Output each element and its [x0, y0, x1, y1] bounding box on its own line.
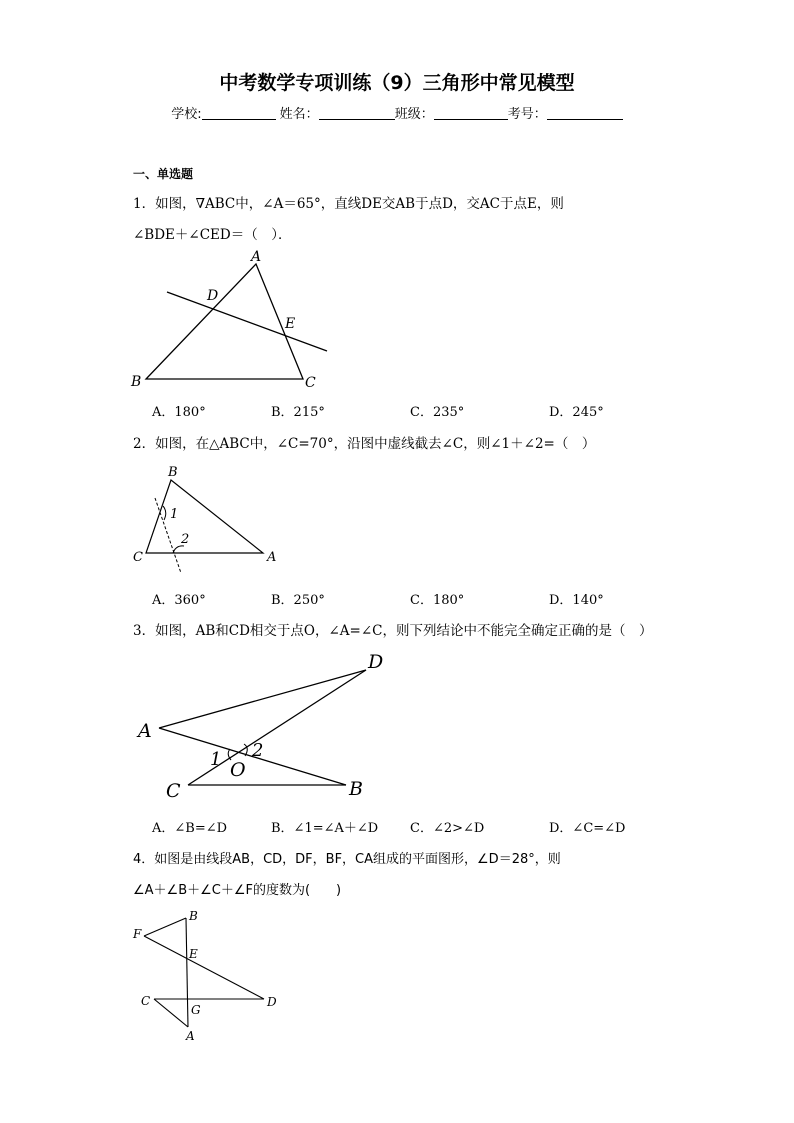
label-b: B	[131, 374, 142, 390]
label-c-2: C	[133, 550, 143, 565]
q3-option-a[interactable]: A．∠B=∠D	[152, 821, 228, 836]
q1-option-c[interactable]: C．235°	[410, 405, 465, 420]
label-2: 2	[181, 532, 190, 547]
question-2-text: 2．如图，在△ABC中，∠C=70°，沿图中虚线截去∠C，则∠1＋∠2=（ ）	[133, 436, 596, 452]
q1-option-d[interactable]: D．245°	[549, 405, 604, 420]
label-a-2: A	[267, 550, 277, 565]
q1-option-a[interactable]: A．180°	[152, 405, 206, 420]
number-label: 考号：	[507, 107, 547, 122]
label-c-4: C	[141, 994, 151, 1008]
q3-option-d[interactable]: D．∠C=∠D	[549, 821, 626, 836]
q2-option-b[interactable]: B．250°	[271, 593, 325, 608]
q2-option-c[interactable]: C．180°	[410, 593, 465, 608]
label-1: 1	[170, 507, 179, 522]
section-heading: 一、单选题	[133, 167, 194, 181]
page-title: 中考数学专项训练（9）三角形中常见模型	[219, 72, 575, 94]
class-label: 班级：	[394, 107, 434, 122]
label-a: A	[251, 249, 262, 265]
label-a-3: A	[138, 720, 152, 742]
label-b-2: B	[168, 465, 178, 480]
label-e: E	[285, 316, 296, 332]
label-1-3: 1	[210, 749, 222, 770]
label-g-4: G	[191, 1003, 201, 1017]
segment-ca	[154, 999, 188, 1027]
question-1-text: 1．如图，∇ABC中，∠A＝65°，直线DE交AB于点D，交AC于点E，则	[133, 196, 564, 212]
label-2-3: 2	[252, 740, 264, 761]
label-a-4: A	[186, 1029, 195, 1043]
label-o: O	[230, 759, 246, 781]
q3-option-b[interactable]: B．∠1=∠A＋∠D	[271, 821, 379, 836]
label-d-4: D	[267, 995, 277, 1009]
label-d: D	[207, 288, 219, 304]
label-c-3: C	[166, 780, 181, 802]
q2-option-a[interactable]: A．360°	[152, 593, 206, 608]
question-4-text: 4．如图是由线段AB，CD，DF，BF，CA组成的平面图形，∠D＝28°，则	[133, 852, 561, 867]
question-1-text-cont: ∠BDE＋∠CED＝（ ）．	[133, 227, 292, 243]
label-d-3: D	[368, 651, 384, 673]
q1-option-b[interactable]: B．215°	[271, 405, 325, 420]
segment-ab-4	[186, 918, 188, 1027]
q2-option-d[interactable]: D．140°	[549, 593, 604, 608]
label-e-4: E	[189, 947, 198, 961]
question-4-text-cont: ∠A＋∠B＋∠C＋∠F的度数为( )	[133, 883, 342, 898]
question-3-text: 3．如图，AB和CD相交于点O，∠A=∠C，则下列结论中不能完全确定正确的是（ ）	[133, 623, 653, 639]
label-b-3: B	[349, 778, 363, 800]
segment-fd	[144, 936, 264, 999]
segment-fb	[144, 918, 186, 936]
school-label: 学校:	[171, 107, 202, 122]
name-label: 姓名：	[279, 107, 319, 122]
q3-option-c[interactable]: C．∠2>∠D	[410, 821, 485, 836]
label-b-4: B	[189, 909, 198, 923]
label-f-4: F	[133, 927, 142, 941]
label-c: C	[305, 375, 316, 391]
